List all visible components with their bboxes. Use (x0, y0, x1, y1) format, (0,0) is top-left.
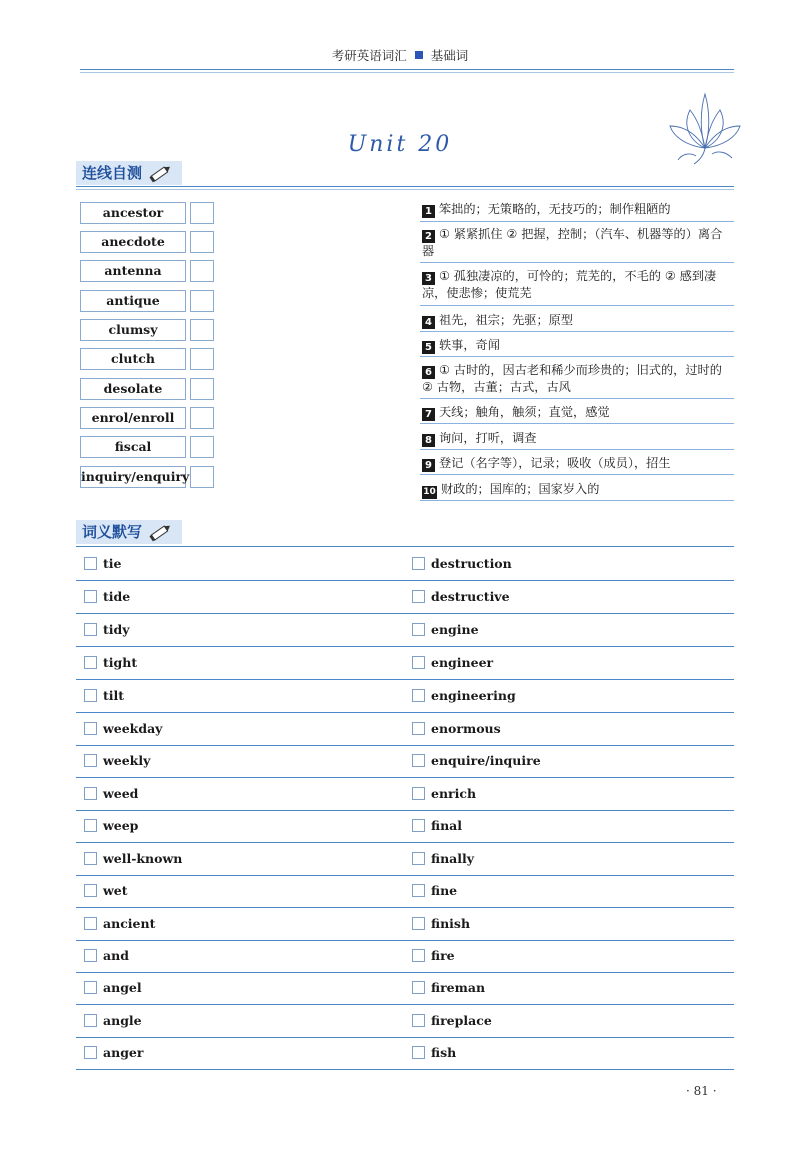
answer-box[interactable] (190, 378, 214, 400)
vocab-item[interactable]: fine (412, 883, 457, 898)
definition-9: 9 登记（名字等），记录；吸收（成员），招生 (422, 455, 734, 472)
vocab-item[interactable]: angle (84, 1013, 142, 1028)
vocab-row (76, 1038, 734, 1070)
checkbox-icon[interactable] (84, 557, 97, 570)
vocab-item[interactable]: anger (84, 1045, 143, 1060)
vocab-item[interactable]: fireman (412, 980, 485, 995)
vocab-item[interactable]: weed (84, 786, 138, 801)
vocab-row (76, 941, 734, 973)
vocab-item[interactable]: destruction (412, 556, 512, 571)
section-title-dictation (76, 520, 182, 544)
definition-4: 4 祖先，祖宗；先驱；原型 (422, 312, 734, 329)
checkbox-icon[interactable] (412, 754, 425, 767)
checkbox-icon[interactable] (84, 754, 97, 767)
vocab-row (76, 615, 734, 647)
checkbox-icon[interactable] (84, 590, 97, 603)
vocab-row (76, 973, 734, 1005)
match-word: enrol/enroll (80, 407, 186, 429)
checkbox-icon[interactable] (412, 557, 425, 570)
vocab-row (76, 714, 734, 746)
definition-5: 5 轶事，奇闻 (422, 337, 734, 354)
checkbox-icon[interactable] (412, 689, 425, 702)
checkbox-icon[interactable] (84, 852, 97, 865)
vocab-item[interactable]: wet (84, 883, 128, 898)
match-word: clutch (80, 348, 186, 370)
vocab-item[interactable]: enrich (412, 786, 476, 801)
definition-rule (420, 221, 734, 222)
running-header (0, 46, 800, 64)
answer-box[interactable] (190, 319, 214, 341)
vocab-item[interactable]: and (84, 948, 129, 963)
vocab-item[interactable]: enquire/inquire (412, 753, 541, 768)
checkbox-icon[interactable] (412, 917, 425, 930)
header-book-title: 考研英语词汇 (331, 48, 407, 63)
checkbox-icon[interactable] (84, 787, 97, 800)
checkbox-icon[interactable] (84, 884, 97, 897)
vocab-row (76, 549, 734, 581)
vocab-row (76, 909, 734, 941)
vocab-item[interactable]: fireplace (412, 1013, 492, 1028)
answer-box[interactable] (190, 407, 214, 429)
checkbox-icon[interactable] (412, 1014, 425, 1027)
section-title-dictation-label: 词义默写 (82, 523, 143, 541)
vocab-item[interactable]: angel (84, 980, 142, 995)
vocab-item[interactable]: tight (84, 655, 137, 670)
vocab-row (76, 681, 734, 713)
definition-rule (420, 449, 734, 450)
checkbox-icon[interactable] (84, 722, 97, 735)
section-title-match-label: 连线自测 (82, 164, 143, 182)
checkbox-icon[interactable] (84, 917, 97, 930)
definition-8: 8 询问，打听，调查 (422, 430, 734, 447)
section-rule (76, 186, 734, 187)
checkbox-icon[interactable] (84, 1014, 97, 1027)
match-word: clumsy (80, 319, 186, 341)
checkbox-icon[interactable] (412, 1046, 425, 1059)
answer-box[interactable] (190, 260, 214, 282)
vocab-item[interactable]: engineering (412, 688, 516, 703)
checkbox-icon[interactable] (412, 819, 425, 832)
match-word: antique (80, 290, 186, 312)
answer-box[interactable] (190, 202, 214, 224)
checkbox-icon[interactable] (412, 590, 425, 603)
vocab-row (76, 844, 734, 876)
checkbox-icon[interactable] (412, 852, 425, 865)
pencil-icon (148, 522, 174, 542)
square-icon (415, 51, 423, 59)
definition-6: 6 ① 古时的，因古老和稀少而珍贵的；旧式的，过时的 ② 古物，古董；古式，古风 (422, 363, 722, 394)
vocab-row (76, 582, 734, 614)
vocab-item[interactable]: weep (84, 818, 138, 833)
answer-box[interactable] (190, 231, 214, 253)
checkbox-icon[interactable] (412, 722, 425, 735)
answer-box[interactable] (190, 290, 214, 312)
vocab-item[interactable]: finally (412, 851, 474, 866)
definition-1: 1 笨拙的；无策略的，无技巧的；制作粗陋的 (422, 201, 734, 218)
checkbox-icon[interactable] (412, 981, 425, 994)
pencil-icon (148, 163, 174, 183)
vocab-row (76, 648, 734, 680)
vocab-item[interactable]: engine (412, 622, 479, 637)
vocab-row (76, 779, 734, 811)
vocab-row (76, 876, 734, 908)
section-rule-light (76, 189, 734, 190)
checkbox-icon[interactable] (84, 656, 97, 669)
answer-box[interactable] (190, 436, 214, 458)
definition-3: 3 ① 孤独凄凉的，可怜的；荒芜的，不毛的 ② 感到凄凉，使悲惨；使荒芜 (422, 269, 717, 300)
vocab-item[interactable]: finish (412, 916, 470, 931)
answer-box[interactable] (190, 348, 214, 370)
definition-rule (420, 356, 734, 357)
definition-rule (420, 305, 734, 306)
vocab-item[interactable]: tie (84, 556, 121, 571)
checkbox-icon[interactable] (412, 787, 425, 800)
unit-title: Unit 20 (347, 132, 453, 157)
checkbox-icon[interactable] (84, 623, 97, 636)
vocab-item[interactable]: fire (412, 948, 455, 963)
vocab-item[interactable]: weekly (84, 753, 150, 768)
header-section-title: 基础词 (430, 48, 469, 63)
checkbox-icon[interactable] (84, 819, 97, 832)
vocab-item[interactable]: weekday (84, 721, 162, 736)
checkbox-icon[interactable] (412, 884, 425, 897)
vocab-item[interactable]: tilt (84, 688, 124, 703)
definition-7: 7 天线；触角，触须；直觉，感觉 (422, 404, 734, 421)
vocab-item[interactable]: enormous (412, 721, 501, 736)
checkbox-icon[interactable] (412, 623, 425, 636)
vocab-item[interactable]: ancient (84, 916, 155, 931)
definition-rule (420, 500, 734, 501)
page-number: · 81 · (686, 1084, 717, 1098)
match-word: ancestor (80, 202, 186, 224)
checkbox-icon[interactable] (84, 689, 97, 702)
header-rule-light (80, 72, 734, 73)
match-word: inquiry/enquiry (80, 466, 186, 488)
definition-rule (420, 262, 734, 263)
match-word: antenna (80, 260, 186, 282)
vocab-item[interactable]: fish (412, 1045, 456, 1060)
header-rule (80, 69, 734, 70)
definition-10: 10 财政的；国库的；国家岁入的 (423, 482, 600, 497)
vocab-row (76, 746, 734, 778)
vocab-item[interactable]: well-known (84, 851, 182, 866)
checkbox-icon[interactable] (412, 656, 425, 669)
definition-rule (420, 423, 734, 424)
vocab-item[interactable]: engineer (412, 655, 493, 670)
definition-rule (420, 331, 734, 332)
match-word: desolate (80, 378, 186, 400)
vocab-row (76, 1006, 734, 1038)
answer-box[interactable] (190, 466, 214, 488)
vocab-item[interactable]: destructive (412, 589, 510, 604)
definition-2: 2 ① 紧紧抓住 ② 把握，控制；（汽车、机器等的）离合器 (422, 227, 723, 258)
match-word: fiscal (80, 436, 186, 458)
section-title-match (76, 161, 182, 185)
checkbox-icon[interactable] (84, 981, 97, 994)
vocab-item[interactable]: final (412, 818, 462, 833)
section-rule (76, 546, 734, 547)
vocab-row (76, 811, 734, 843)
definition-rule (420, 474, 734, 475)
checkbox-icon[interactable] (84, 1046, 97, 1059)
match-word: anecdote (80, 231, 186, 253)
vocab-item[interactable]: tide (84, 589, 130, 604)
vocab-item[interactable]: tidy (84, 622, 130, 637)
checkbox-icon[interactable] (412, 949, 425, 962)
checkbox-icon[interactable] (84, 949, 97, 962)
definition-rule (420, 398, 734, 399)
